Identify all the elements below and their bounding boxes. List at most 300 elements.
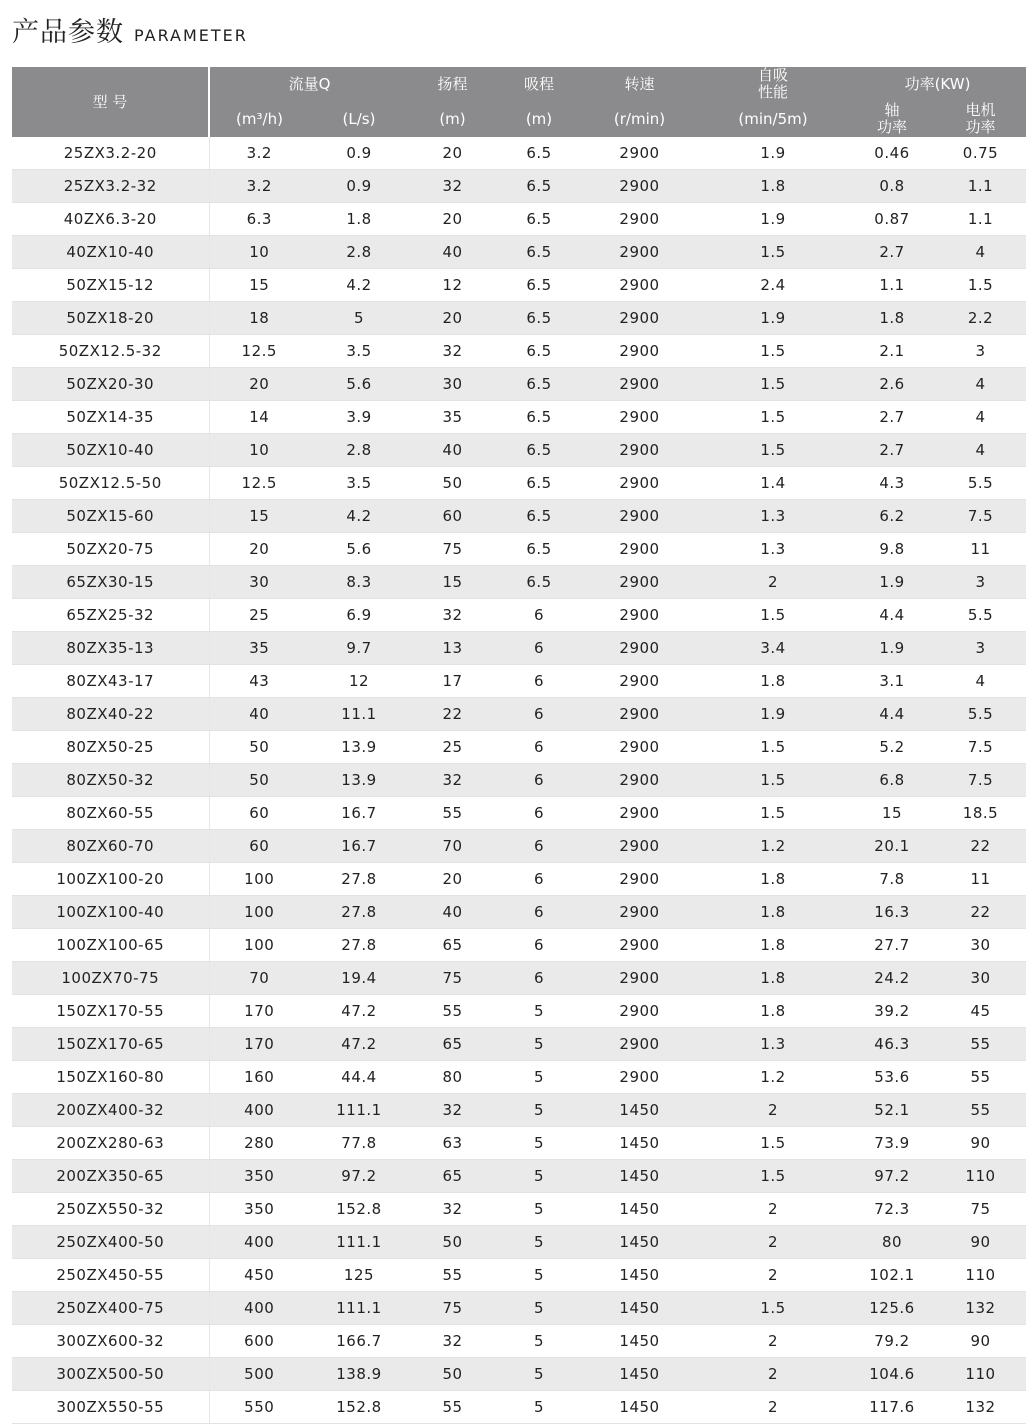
cell-head: 50 — [409, 1226, 496, 1259]
table-row — [12, 434, 1026, 467]
cell-suction: 6 — [496, 632, 582, 665]
cell-flow-ls: 111.1 — [309, 1094, 409, 1127]
cell-suction: 6 — [496, 797, 582, 830]
cell-head: 55 — [409, 1259, 496, 1292]
cell-model: 200ZX280-63 — [12, 1127, 209, 1160]
cell-shaft-power: 3.1 — [849, 665, 935, 698]
cell-flow-ls: 3.5 — [309, 467, 409, 500]
cell-self-priming: 1.3 — [697, 1028, 849, 1061]
cell-speed: 2900 — [582, 401, 697, 434]
cell-self-priming: 1.5 — [697, 764, 849, 797]
cell-head: 70 — [409, 830, 496, 863]
page-header — [12, 10, 248, 50]
cell-flow-m3h: 160 — [209, 1061, 309, 1094]
cell-self-priming: 1.5 — [697, 1160, 849, 1193]
cell-model: 80ZX50-25 — [12, 731, 209, 764]
table-row — [12, 1226, 1026, 1259]
table-row — [12, 599, 1026, 632]
cell-speed: 2900 — [582, 632, 697, 665]
cell-self-priming: 1.8 — [697, 863, 849, 896]
cell-flow-ls: 111.1 — [309, 1226, 409, 1259]
cell-flow-ls: 27.8 — [309, 896, 409, 929]
cell-self-priming: 2 — [697, 1259, 849, 1292]
cell-shaft-power: 39.2 — [849, 995, 935, 1028]
cell-shaft-power: 2.6 — [849, 368, 935, 401]
cell-self-priming: 1.5 — [697, 1127, 849, 1160]
cell-flow-m3h: 50 — [209, 764, 309, 797]
cell-self-priming: 1.9 — [697, 203, 849, 236]
cell-model: 50ZX12.5-32 — [12, 335, 209, 368]
cell-flow-m3h: 60 — [209, 830, 309, 863]
table-row — [12, 335, 1026, 368]
table-row — [12, 533, 1026, 566]
header-power: 功率(KW) — [849, 67, 1026, 101]
cell-suction: 5 — [496, 1292, 582, 1325]
cell-head: 50 — [409, 467, 496, 500]
cell-head: 63 — [409, 1127, 496, 1160]
cell-motor-power: 4 — [935, 236, 1026, 269]
cell-motor-power: 110 — [935, 1358, 1026, 1391]
table-row — [12, 203, 1026, 236]
cell-speed: 1450 — [582, 1160, 697, 1193]
cell-head: 25 — [409, 731, 496, 764]
page-title: 产品参数 — [12, 17, 124, 48]
cell-speed: 2900 — [582, 731, 697, 764]
cell-head: 20 — [409, 137, 496, 170]
cell-suction: 6.5 — [496, 269, 582, 302]
cell-suction: 5 — [496, 1325, 582, 1358]
cell-speed: 2900 — [582, 335, 697, 368]
cell-shaft-power: 0.87 — [849, 203, 935, 236]
cell-speed: 1450 — [582, 1391, 697, 1424]
cell-self-priming: 2 — [697, 1226, 849, 1259]
table-body — [12, 137, 1026, 1424]
table-row — [12, 1391, 1026, 1424]
cell-speed: 2900 — [582, 533, 697, 566]
cell-self-priming: 1.5 — [697, 434, 849, 467]
cell-flow-ls: 9.7 — [309, 632, 409, 665]
cell-flow-m3h: 70 — [209, 962, 309, 995]
cell-flow-ls: 152.8 — [309, 1193, 409, 1226]
table-row — [12, 1061, 1026, 1094]
cell-flow-m3h: 170 — [209, 1028, 309, 1061]
cell-shaft-power: 4.4 — [849, 698, 935, 731]
cell-motor-power: 1.1 — [935, 170, 1026, 203]
cell-flow-ls: 16.7 — [309, 830, 409, 863]
cell-self-priming: 1.9 — [697, 698, 849, 731]
cell-flow-ls: 125 — [309, 1259, 409, 1292]
cell-motor-power: 3 — [935, 566, 1026, 599]
header-flow-ls: (L/s) — [309, 101, 409, 137]
cell-flow-ls: 47.2 — [309, 1028, 409, 1061]
cell-flow-m3h: 100 — [209, 863, 309, 896]
cell-motor-power: 4 — [935, 434, 1026, 467]
cell-flow-m3h: 450 — [209, 1259, 309, 1292]
cell-motor-power: 22 — [935, 896, 1026, 929]
cell-speed: 2900 — [582, 467, 697, 500]
cell-head: 55 — [409, 797, 496, 830]
cell-suction: 5 — [496, 1094, 582, 1127]
cell-flow-m3h: 3.2 — [209, 170, 309, 203]
cell-self-priming: 1.5 — [697, 368, 849, 401]
cell-flow-ls: 4.2 — [309, 500, 409, 533]
cell-suction: 6 — [496, 599, 582, 632]
cell-head: 60 — [409, 500, 496, 533]
cell-speed: 2900 — [582, 896, 697, 929]
cell-motor-power: 3 — [935, 335, 1026, 368]
cell-suction: 6.5 — [496, 302, 582, 335]
header-shaft-power-line2: 功率 — [876, 118, 907, 136]
cell-head: 22 — [409, 698, 496, 731]
cell-self-priming: 1.9 — [697, 137, 849, 170]
cell-shaft-power: 104.6 — [849, 1358, 935, 1391]
cell-flow-m3h: 100 — [209, 896, 309, 929]
cell-flow-m3h: 60 — [209, 797, 309, 830]
cell-motor-power: 1.5 — [935, 269, 1026, 302]
cell-speed: 1450 — [582, 1325, 697, 1358]
cell-flow-m3h: 10 — [209, 434, 309, 467]
cell-shaft-power: 27.7 — [849, 929, 935, 962]
cell-self-priming: 3.4 — [697, 632, 849, 665]
cell-suction: 5 — [496, 1193, 582, 1226]
cell-suction: 5 — [496, 995, 582, 1028]
cell-model: 80ZX60-55 — [12, 797, 209, 830]
cell-head: 17 — [409, 665, 496, 698]
cell-flow-m3h: 280 — [209, 1127, 309, 1160]
cell-flow-ls: 111.1 — [309, 1292, 409, 1325]
table-row — [12, 467, 1026, 500]
header-shaft-power — [849, 101, 935, 137]
cell-flow-ls: 12 — [309, 665, 409, 698]
cell-self-priming: 2 — [697, 1094, 849, 1127]
cell-motor-power: 45 — [935, 995, 1026, 1028]
header-shaft-power-line1: 轴 — [884, 101, 900, 119]
cell-suction: 6.5 — [496, 434, 582, 467]
table-row — [12, 962, 1026, 995]
cell-shaft-power: 0.8 — [849, 170, 935, 203]
cell-head: 32 — [409, 599, 496, 632]
table-row — [12, 236, 1026, 269]
cell-suction: 6.5 — [496, 137, 582, 170]
cell-flow-m3h: 10 — [209, 236, 309, 269]
cell-speed: 2900 — [582, 302, 697, 335]
cell-model: 300ZX550-55 — [12, 1391, 209, 1424]
cell-self-priming: 1.8 — [697, 170, 849, 203]
table-row — [12, 830, 1026, 863]
cell-shaft-power: 1.9 — [849, 632, 935, 665]
cell-flow-m3h: 400 — [209, 1292, 309, 1325]
cell-flow-m3h: 40 — [209, 698, 309, 731]
cell-model: 250ZX400-50 — [12, 1226, 209, 1259]
cell-shaft-power: 20.1 — [849, 830, 935, 863]
table-row — [12, 863, 1026, 896]
cell-head: 13 — [409, 632, 496, 665]
cell-speed: 2900 — [582, 137, 697, 170]
table-row — [12, 1127, 1026, 1160]
cell-shaft-power: 1.8 — [849, 302, 935, 335]
cell-model: 250ZX450-55 — [12, 1259, 209, 1292]
cell-motor-power: 7.5 — [935, 764, 1026, 797]
cell-model: 80ZX50-32 — [12, 764, 209, 797]
cell-flow-ls: 5.6 — [309, 533, 409, 566]
cell-suction: 6 — [496, 962, 582, 995]
cell-suction: 6 — [496, 830, 582, 863]
cell-speed: 2900 — [582, 500, 697, 533]
cell-suction: 5 — [496, 1391, 582, 1424]
table-row — [12, 269, 1026, 302]
cell-speed: 2900 — [582, 434, 697, 467]
cell-flow-ls: 44.4 — [309, 1061, 409, 1094]
cell-motor-power: 7.5 — [935, 731, 1026, 764]
cell-flow-ls: 77.8 — [309, 1127, 409, 1160]
cell-shaft-power: 52.1 — [849, 1094, 935, 1127]
cell-flow-ls: 13.9 — [309, 764, 409, 797]
header-speed: 转速 — [582, 67, 697, 101]
table-row — [12, 1193, 1026, 1226]
table-row — [12, 1259, 1026, 1292]
cell-motor-power: 30 — [935, 929, 1026, 962]
table-row — [12, 1325, 1026, 1358]
cell-shaft-power: 2.7 — [849, 236, 935, 269]
cell-motor-power: 22 — [935, 830, 1026, 863]
header-motor-power — [935, 101, 1026, 137]
cell-head: 32 — [409, 335, 496, 368]
cell-speed: 1450 — [582, 1292, 697, 1325]
cell-model: 50ZX20-30 — [12, 368, 209, 401]
cell-motor-power: 3 — [935, 632, 1026, 665]
cell-flow-m3h: 35 — [209, 632, 309, 665]
cell-head: 75 — [409, 962, 496, 995]
header-flow: 流量Q — [209, 67, 409, 101]
cell-model: 50ZX15-12 — [12, 269, 209, 302]
cell-flow-ls: 16.7 — [309, 797, 409, 830]
cell-model: 150ZX160-80 — [12, 1061, 209, 1094]
table-row — [12, 929, 1026, 962]
cell-flow-m3h: 100 — [209, 929, 309, 962]
cell-flow-ls: 3.5 — [309, 335, 409, 368]
cell-suction: 6.5 — [496, 203, 582, 236]
cell-motor-power: 11 — [935, 863, 1026, 896]
table-row — [12, 1094, 1026, 1127]
cell-model: 50ZX15-60 — [12, 500, 209, 533]
cell-speed: 2900 — [582, 203, 697, 236]
cell-flow-m3h: 400 — [209, 1226, 309, 1259]
cell-speed: 2900 — [582, 368, 697, 401]
cell-speed: 2900 — [582, 929, 697, 962]
cell-shaft-power: 15 — [849, 797, 935, 830]
cell-suction: 6.5 — [496, 368, 582, 401]
cell-shaft-power: 6.8 — [849, 764, 935, 797]
cell-shaft-power: 79.2 — [849, 1325, 935, 1358]
cell-flow-m3h: 12.5 — [209, 335, 309, 368]
cell-head: 32 — [409, 764, 496, 797]
cell-suction: 5 — [496, 1226, 582, 1259]
cell-head: 40 — [409, 896, 496, 929]
cell-model: 25ZX3.2-32 — [12, 170, 209, 203]
cell-model: 25ZX3.2-20 — [12, 137, 209, 170]
cell-self-priming: 2 — [697, 1325, 849, 1358]
cell-head: 65 — [409, 929, 496, 962]
cell-speed: 2900 — [582, 170, 697, 203]
cell-motor-power: 90 — [935, 1226, 1026, 1259]
cell-shaft-power: 102.1 — [849, 1259, 935, 1292]
cell-shaft-power: 7.8 — [849, 863, 935, 896]
cell-head: 20 — [409, 302, 496, 335]
cell-flow-ls: 152.8 — [309, 1391, 409, 1424]
cell-self-priming: 1.3 — [697, 533, 849, 566]
cell-shaft-power: 125.6 — [849, 1292, 935, 1325]
cell-shaft-power: 97.2 — [849, 1160, 935, 1193]
table-row — [12, 170, 1026, 203]
cell-flow-m3h: 25 — [209, 599, 309, 632]
table-row — [12, 1160, 1026, 1193]
cell-model: 65ZX30-15 — [12, 566, 209, 599]
cell-head: 55 — [409, 995, 496, 1028]
cell-self-priming: 2 — [697, 1391, 849, 1424]
cell-head: 65 — [409, 1160, 496, 1193]
cell-shaft-power: 5.2 — [849, 731, 935, 764]
cell-speed: 1450 — [582, 1358, 697, 1391]
cell-model: 100ZX100-20 — [12, 863, 209, 896]
cell-shaft-power: 4.3 — [849, 467, 935, 500]
cell-suction: 6.5 — [496, 533, 582, 566]
cell-suction: 5 — [496, 1061, 582, 1094]
cell-model: 40ZX10-40 — [12, 236, 209, 269]
cell-shaft-power: 1.1 — [849, 269, 935, 302]
table-row — [12, 401, 1026, 434]
cell-shaft-power: 4.4 — [849, 599, 935, 632]
header-model: 型 号 — [12, 67, 209, 137]
cell-model: 100ZX100-65 — [12, 929, 209, 962]
cell-model: 300ZX600-32 — [12, 1325, 209, 1358]
cell-self-priming: 2 — [697, 566, 849, 599]
cell-self-priming: 1.5 — [697, 236, 849, 269]
cell-flow-ls: 1.8 — [309, 203, 409, 236]
cell-shaft-power: 53.6 — [849, 1061, 935, 1094]
cell-flow-ls: 11.1 — [309, 698, 409, 731]
cell-head: 80 — [409, 1061, 496, 1094]
table-row — [12, 665, 1026, 698]
cell-motor-power: 2.2 — [935, 302, 1026, 335]
cell-self-priming: 1.8 — [697, 929, 849, 962]
cell-flow-ls: 13.9 — [309, 731, 409, 764]
cell-suction: 5 — [496, 1028, 582, 1061]
cell-head: 12 — [409, 269, 496, 302]
cell-speed: 1450 — [582, 1193, 697, 1226]
table-row — [12, 698, 1026, 731]
cell-suction: 6.5 — [496, 467, 582, 500]
cell-model: 80ZX35-13 — [12, 632, 209, 665]
cell-flow-m3h: 6.3 — [209, 203, 309, 236]
cell-speed: 2900 — [582, 599, 697, 632]
cell-shaft-power: 46.3 — [849, 1028, 935, 1061]
cell-model: 80ZX43-17 — [12, 665, 209, 698]
cell-suction: 5 — [496, 1259, 582, 1292]
cell-suction: 5 — [496, 1358, 582, 1391]
header-self-priming — [697, 67, 849, 101]
cell-shaft-power: 9.8 — [849, 533, 935, 566]
cell-flow-ls: 2.8 — [309, 434, 409, 467]
cell-model: 150ZX170-65 — [12, 1028, 209, 1061]
header-head-unit: (m) — [409, 101, 496, 137]
cell-suction: 5 — [496, 1127, 582, 1160]
header-suction: 吸程 — [496, 67, 582, 101]
cell-flow-ls: 6.9 — [309, 599, 409, 632]
cell-flow-m3h: 550 — [209, 1391, 309, 1424]
header-motor-power-line1: 电机 — [965, 101, 996, 119]
cell-shaft-power: 6.2 — [849, 500, 935, 533]
cell-model: 50ZX10-40 — [12, 434, 209, 467]
cell-flow-m3h: 500 — [209, 1358, 309, 1391]
cell-speed: 2900 — [582, 797, 697, 830]
cell-speed: 1450 — [582, 1127, 697, 1160]
cell-self-priming: 1.5 — [697, 1292, 849, 1325]
cell-model: 50ZX18-20 — [12, 302, 209, 335]
table-row — [12, 896, 1026, 929]
cell-head: 75 — [409, 1292, 496, 1325]
cell-speed: 1450 — [582, 1226, 697, 1259]
cell-motor-power: 7.5 — [935, 500, 1026, 533]
cell-self-priming: 1.4 — [697, 467, 849, 500]
cell-head: 40 — [409, 434, 496, 467]
cell-model: 50ZX12.5-50 — [12, 467, 209, 500]
table-row — [12, 764, 1026, 797]
cell-flow-m3h: 15 — [209, 500, 309, 533]
cell-flow-m3h: 14 — [209, 401, 309, 434]
cell-head: 50 — [409, 1358, 496, 1391]
cell-shaft-power: 24.2 — [849, 962, 935, 995]
cell-motor-power: 4 — [935, 401, 1026, 434]
cell-motor-power: 90 — [935, 1325, 1026, 1358]
cell-suction: 6 — [496, 764, 582, 797]
header-self-priming-line1: 自吸 — [757, 66, 788, 84]
header-speed-unit: (r/min) — [582, 101, 697, 137]
cell-motor-power: 55 — [935, 1028, 1026, 1061]
cell-self-priming: 1.8 — [697, 896, 849, 929]
cell-speed: 1450 — [582, 1094, 697, 1127]
cell-motor-power: 5.5 — [935, 599, 1026, 632]
cell-head: 32 — [409, 1094, 496, 1127]
cell-head: 32 — [409, 1325, 496, 1358]
cell-flow-m3h: 30 — [209, 566, 309, 599]
table-row — [12, 302, 1026, 335]
cell-motor-power: 132 — [935, 1391, 1026, 1424]
cell-suction: 6 — [496, 665, 582, 698]
cell-motor-power: 1.1 — [935, 203, 1026, 236]
cell-self-priming: 1.5 — [697, 599, 849, 632]
cell-motor-power: 0.75 — [935, 137, 1026, 170]
cell-speed: 1450 — [582, 1259, 697, 1292]
cell-flow-m3h: 15 — [209, 269, 309, 302]
cell-motor-power: 4 — [935, 665, 1026, 698]
cell-head: 65 — [409, 1028, 496, 1061]
cell-head: 20 — [409, 203, 496, 236]
cell-speed: 2900 — [582, 995, 697, 1028]
cell-speed: 2900 — [582, 236, 697, 269]
cell-head: 15 — [409, 566, 496, 599]
cell-model: 80ZX60-70 — [12, 830, 209, 863]
cell-model: 50ZX14-35 — [12, 401, 209, 434]
cell-shaft-power: 73.9 — [849, 1127, 935, 1160]
header-self-priming-unit: (min/5m) — [697, 101, 849, 137]
header-self-priming-line2: 性能 — [757, 83, 788, 101]
cell-shaft-power: 117.6 — [849, 1391, 935, 1424]
cell-suction: 6 — [496, 863, 582, 896]
cell-flow-m3h: 3.2 — [209, 137, 309, 170]
cell-shaft-power: 0.46 — [849, 137, 935, 170]
cell-self-priming: 1.8 — [697, 995, 849, 1028]
cell-suction: 6.5 — [496, 566, 582, 599]
